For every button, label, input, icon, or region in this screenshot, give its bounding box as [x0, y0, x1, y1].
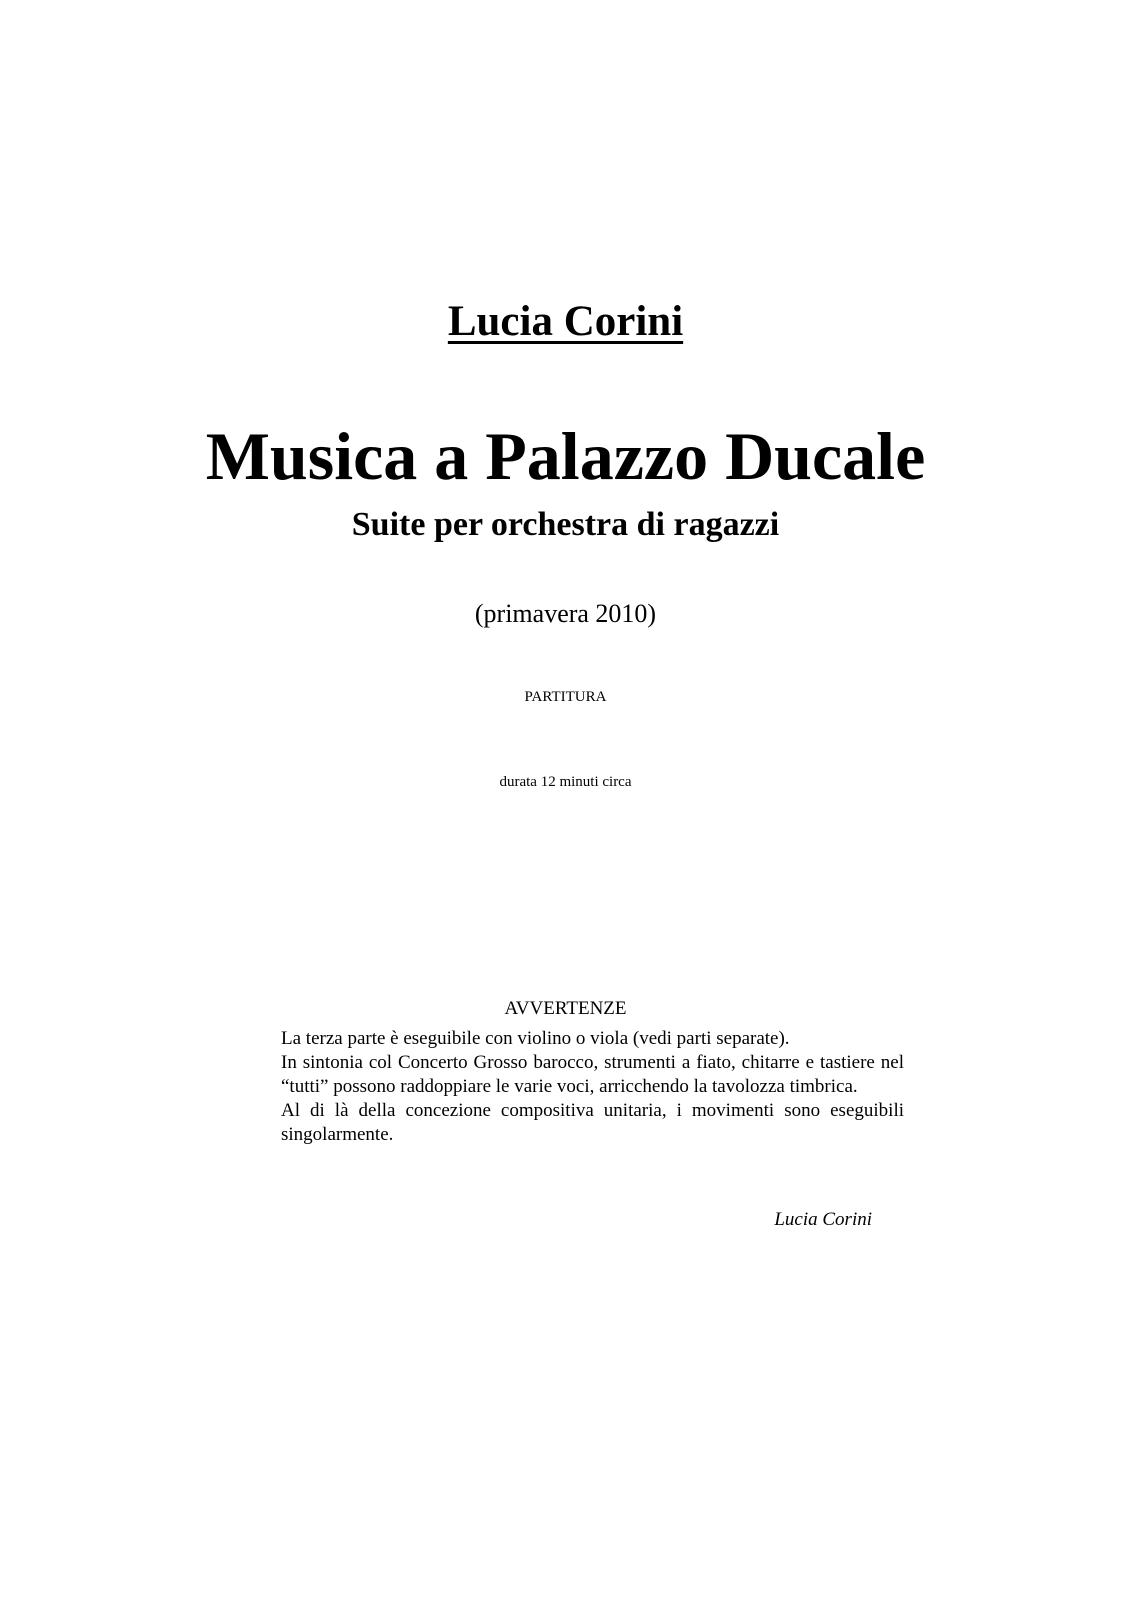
notice-heading: AVVERTENZE [504, 998, 627, 1019]
work-title: Musica a Palazzo Ducale [205, 418, 926, 494]
duration-note: durata 12 minuti circa [499, 774, 632, 790]
author-name: Lucia Corini [447, 298, 684, 345]
work-subtitle: Suite per orchestra di ragazzi [351, 506, 780, 543]
notice-paragraph: La terza parte è eseguibile con violino o viola (vedi parti separate). [281, 1028, 790, 1049]
notice-body [281, 1027, 904, 1147]
signature: Lucia Corini [774, 1209, 872, 1230]
score-label: PARTITURA [524, 689, 607, 705]
notice-paragraph: In sintonia col Concerto Grosso barocco, strumenti a fiato, chitarre e tastiere nel “tutti” possono raddoppiare le varie voci, arricchendo la tavolozza timbrica. [281, 1052, 904, 1097]
composition-date: (primavera 2010) [474, 599, 657, 628]
notice-paragraph: Al di là della concezione compositiva unitaria, i movimenti sono eseguibili singolarmente. [281, 1100, 904, 1145]
